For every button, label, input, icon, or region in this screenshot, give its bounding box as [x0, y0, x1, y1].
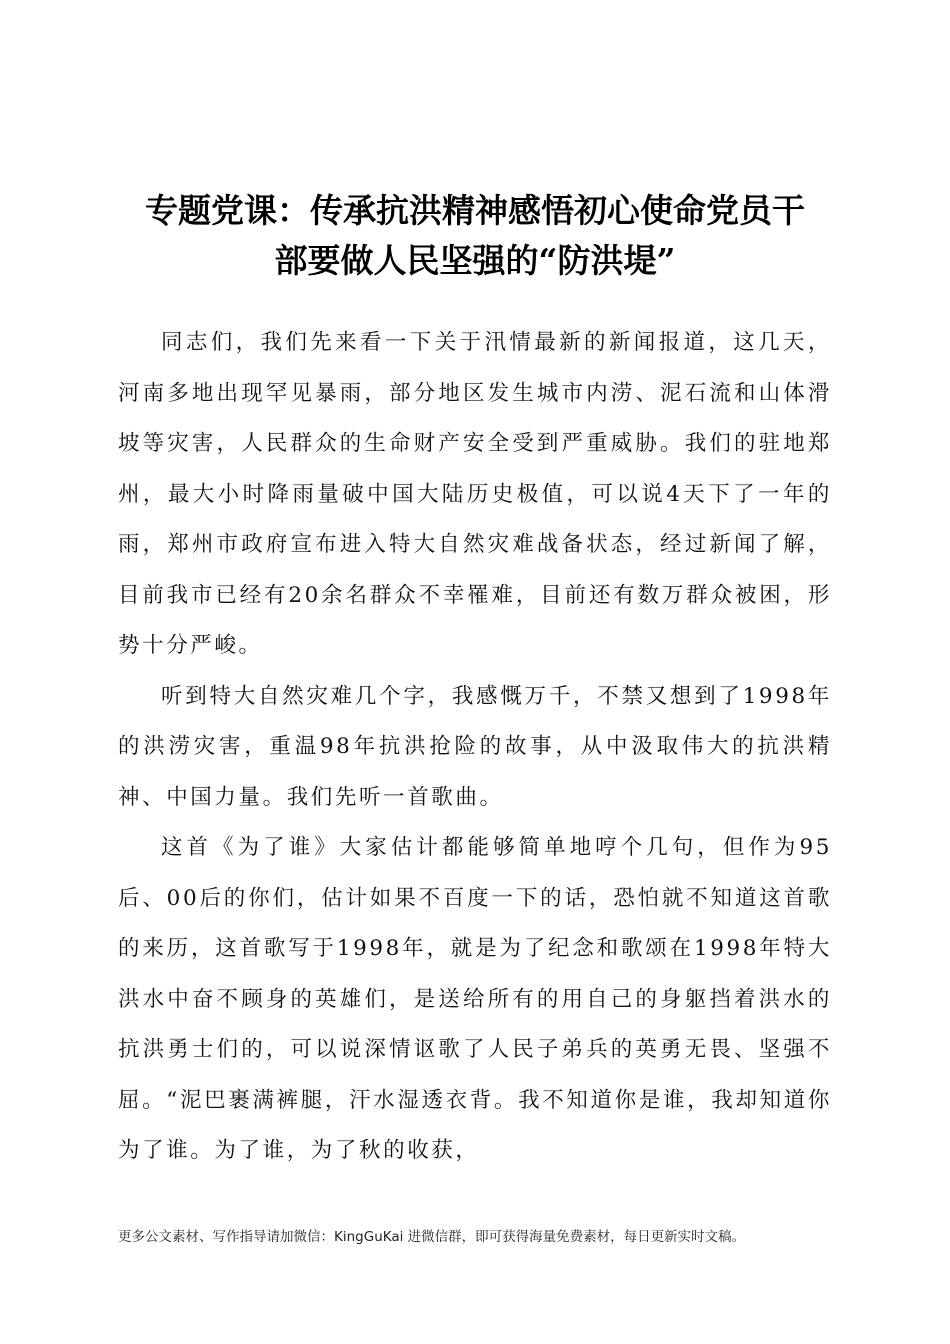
- paragraph-1: 同志们，我们先来看一下关于汛情最新的新闻报道，这几天，河南多地出现罕见暴雨，部分地区发生城市内涝、泥石流和山体滑坡等灾害，人民群众的生命财产安全受到严重威胁。我们的驻地郑州，最大小时降雨量破中国大陆历史极值，可以说4天下了一年的雨，郑州市政府宣布进入特大自然灾难战备状态，经过新闻了解，目前我市已经有20余名群众不幸罹难，目前还有数万群众被困，形势十分严峻。: [118, 330, 832, 658]
- paragraph-3: 这首《为了谁》大家估计都能够简单地哼个几句，但作为95后、00后的你们，估计如果不百度一下的话，恐怕就不知道这首歌的来历，这首歌写于1998年，就是为了纪念和歌颂在1998年特大洪水中奋不顾身的英雄们，是送给所有的用自己的身躯挡着洪水的抗洪勇士们的，可以说深情讴歌了人民子弟兵的英勇无畏、坚强不屈。“泥巴裹满裤腿，汗水湿透衣背。我不知道你是谁，我却知道你为了谁。为了谁，为了秋的收获，: [118, 835, 832, 1163]
- title-line-1: 专题党课：传承抗洪精神感悟初心使命党员干: [145, 191, 805, 230]
- paragraph-2: 听到特大自然灾难几个字，我感慨万千，不禁又想到了1998年的洪涝灾害，重温98年抗洪抢险的故事，从中汲取伟大的抗洪精神、中国力量。我们先听一首歌曲。: [118, 683, 832, 810]
- document-title: [110, 186, 840, 286]
- footer-note: 更多公文素材、写作指导请加微信：KingGuKai 进微信群，即可获得海量免费素材，每日更新实时文稿。: [118, 1229, 746, 1245]
- document-body: [118, 318, 832, 1177]
- title-line-2: 部要做人民坚强的“防洪堤”: [274, 241, 676, 280]
